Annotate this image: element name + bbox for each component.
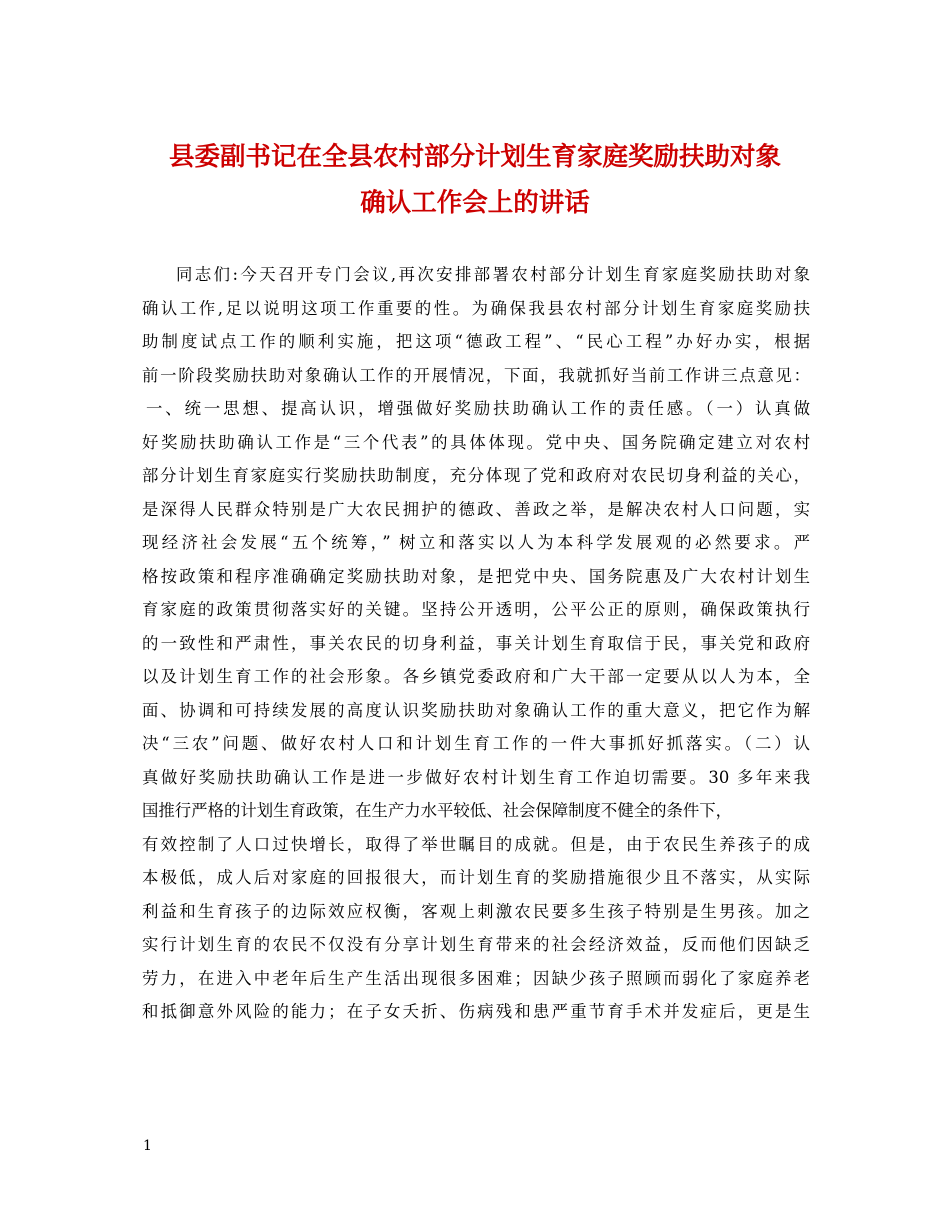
body-line: 确认工作,足以说明这项工作重要的性。为确保我县农村部分计划生育家庭奖励扶 [142, 298, 810, 318]
body-line: 好奖励扶助确认工作是“三个代表”的具体体现。党中央、国务院确定建立对农村 [142, 432, 810, 452]
body-line: 同志们:今天召开专门会议,再次安排部署农村部分计划生育家庭奖励扶助对象 [176, 265, 810, 284]
body-line: 和抵御意外风险的能力；在子女夭折、伤病残和患严重节育手术并发症后，更是生 [142, 1002, 810, 1021]
body-line: 劳力，在进入中老年后生产生活出现很多困难；因缺少孩子照顾而弱化了家庭养老 [142, 968, 810, 988]
body-line: 面、协调和可持续发展的高度认识奖励扶助对象确认工作的重大意义，把它作为解 [142, 700, 810, 720]
body-line: 一、统一思想、提高认识，增强做好奖励扶助确认工作的责任感。（一）认真做 [146, 399, 810, 418]
body-line: 的一致性和严肃性，事关农民的切身利益，事关计划生育取信于民，事关党和政府 [142, 633, 810, 653]
body-line: 前一阶段奖励扶助对象确认工作的开展情况，下面，我就抓好当前工作讲三点意见： [142, 365, 810, 385]
body-line: 真做好奖励扶助确认工作是进一步做好农村计划生育工作迫切需要。30 多年来我 [142, 767, 810, 787]
body-line: 本极低，成人后对家庭的回报很大，而计划生育的奖励措施很少且不落实，从实际 [142, 868, 810, 887]
body-line: 现经济社会发展“五个统筹，” 树立和落实以人为本科学发展观的必然要求。严 [142, 533, 810, 552]
body-line: 国推行严格的计划生育政策，在生产力水平较低、社会保障制度不健全的条件下， [142, 801, 733, 820]
document-title [120, 134, 830, 226]
body-line: 格按政策和程序准确确定奖励扶助对象，是把党中央、国务院惠及广大农村计划生 [142, 566, 810, 586]
speech-body [142, 258, 810, 1029]
body-line: 利益和生育孩子的边际效应权衡，客观上刺激农民要多生孩子特别是生男孩。加之 [142, 901, 810, 921]
page-number: 1 [143, 1138, 152, 1154]
body-line: 决“三农”问题、做好农村人口和计划生育工作的一件大事抓好抓落实。（二）认 [142, 734, 810, 753]
body-line: 是深得人民群众特别是广大农民拥护的德政、善政之举，是解决农村人口问题，实 [142, 499, 810, 519]
body-line: 育家庭的政策贯彻落实好的关键。坚持公开透明，公平公正的原则，确保政策执行 [142, 600, 810, 619]
body-line: 有效控制了人口过快增长，取得了举世瞩目的成就。但是，由于农民生养孩子的成 [142, 834, 810, 854]
title-line-2: 确认工作会上的讲话 [360, 188, 590, 218]
body-line: 助制度试点工作的顺利实施，把这项“德政工程”、“民心工程”办好办实，根据 [142, 332, 810, 351]
body-line: 部分计划生育家庭实行奖励扶助制度，充分体现了党和政府对农民切身利益的关心， [142, 466, 810, 485]
title-line-1: 县委副书记在全县农村部分计划生育家庭奖励扶助对象 [168, 142, 781, 172]
body-line: 实行计划生育的农民不仅没有分享计划生育带来的社会经济效益，反而他们因缺乏 [142, 935, 810, 954]
body-line: 以及计划生育工作的社会形象。各乡镇党委政府和广大干部一定要从以人为本，全 [142, 667, 810, 686]
